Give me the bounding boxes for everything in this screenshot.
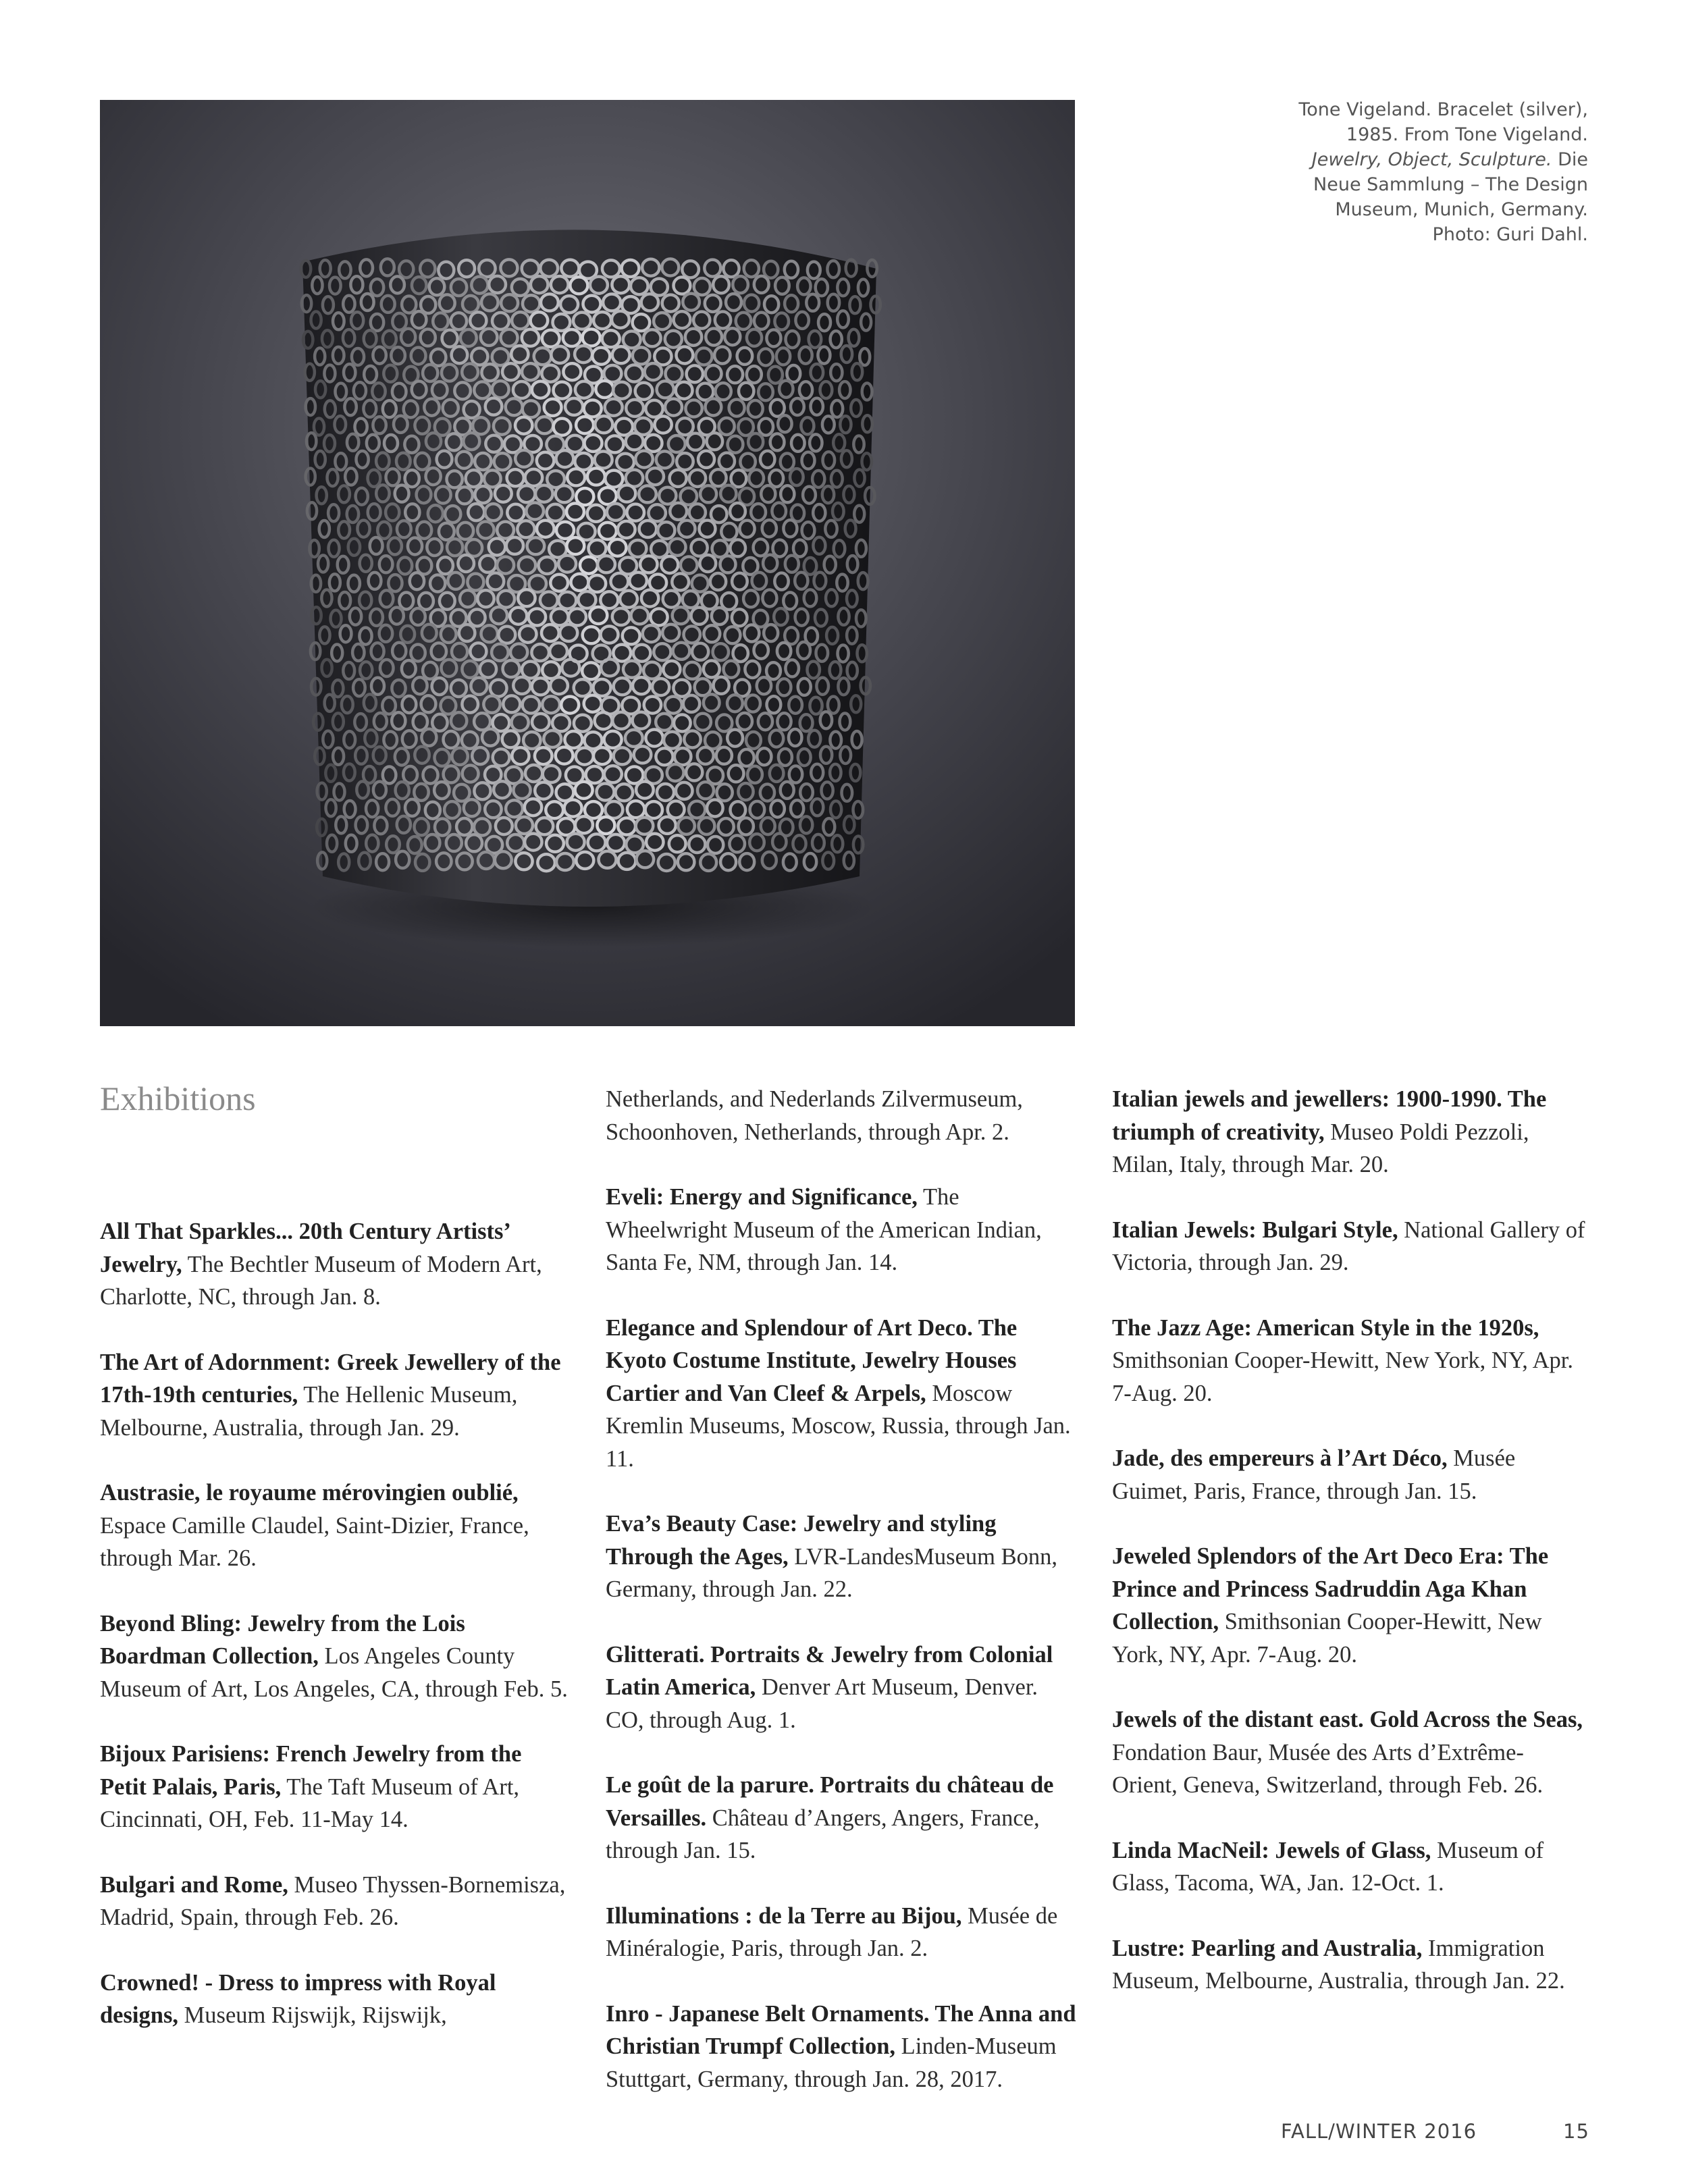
exhibition-title: Bulgari and Rome, bbox=[100, 1871, 288, 1898]
exhibition-details: Musée de Minéralogie, Paris, through Jan. 2. bbox=[606, 1902, 1058, 1961]
exhibition-details: Immigration Museum, Melbourne, Australia, through Jan. 22. bbox=[1112, 1935, 1565, 1994]
exhibition-title: Eveli: Energy and Significance, bbox=[606, 1184, 918, 1210]
exhibition-details: Smithsonian Cooper-Hewitt, New York, NY, Apr. 7-Aug. 20. bbox=[1112, 1348, 1573, 1406]
exhibition-title: Illuminations : de la Terre au Bijou, bbox=[606, 1902, 962, 1929]
exhibition-title: Eva’s Beauty Case: Jewelry and styling Through the Ages, bbox=[606, 1511, 997, 1570]
exhibition-details: Château d’Angers, Angers, France, through Jan. 15. bbox=[606, 1805, 1040, 1863]
exhibition-details: Museum of Glass, Tacoma, WA, Jan. 12-Oct. 1. bbox=[1112, 1837, 1544, 1896]
exhibition-title: Glitterati. Portraits & Jewelry from Colonial Latin America, bbox=[606, 1641, 1053, 1700]
section-title: Exhibitions bbox=[100, 1080, 256, 1117]
exhibition-title: Jeweled Splendors of the Art Deco Era: The Prince and Princess Sadruddin Aga Khan Collection, bbox=[1112, 1543, 1549, 1634]
exhibition-entry bbox=[606, 1508, 1078, 1606]
exhibition-entry bbox=[606, 1769, 1078, 1867]
exhibition-entry bbox=[100, 1967, 573, 2032]
exhibition-details: The Hellenic Museum, Melbourne, Australia, through Jan. 29. bbox=[100, 1382, 518, 1441]
exhibition-entry bbox=[1112, 1312, 1588, 1410]
exhibition-entry bbox=[1112, 1442, 1588, 1508]
photo-caption bbox=[1210, 97, 1588, 247]
exhibition-entry bbox=[1112, 1703, 1588, 1802]
caption-line: Neue Sammlung – The Design bbox=[1313, 174, 1588, 195]
exhibition-entry bbox=[1112, 1834, 1588, 1900]
bracelet-illustration bbox=[100, 100, 1075, 1026]
exhibition-title: Le goût de la parure. Portraits du château de Versailles. bbox=[606, 1772, 1054, 1831]
exhibition-entry bbox=[100, 1869, 573, 1934]
exhibition-entry bbox=[606, 1998, 1078, 2096]
exhibition-details: The Wheelwright Museum of the American Indian, Santa Fe, NM, through Jan. 14. bbox=[606, 1184, 1042, 1275]
exhibition-details: The Taft Museum of Art, Cincinnati, OH, Feb. 11-May 14. bbox=[100, 1774, 520, 1832]
exhibition-entry bbox=[1112, 1214, 1588, 1279]
caption-text: Die bbox=[1552, 149, 1588, 170]
exhibition-entry bbox=[606, 1312, 1078, 1476]
exhibition-details: Linden-Museum Stuttgart, Germany, through Jan. 28, 2017. bbox=[606, 2033, 1057, 2092]
exhibition-entry bbox=[100, 1738, 573, 1836]
exhibition-entry bbox=[100, 1476, 573, 1575]
exhibition-title: Italian jewels and jewellers: 1900-1990. The triumph of creativity, bbox=[1112, 1086, 1547, 1145]
exhibition-title: Lustre: Pearling and Australia, bbox=[1112, 1935, 1423, 1961]
page-number: 15 bbox=[1563, 2120, 1589, 2143]
exhibition-details: Smithsonian Cooper-Hewitt, New York, NY, Apr. 7-Aug. 20. bbox=[1112, 1609, 1542, 1668]
exhibition-entry bbox=[1112, 1540, 1588, 1671]
exhibition-entry bbox=[606, 1900, 1078, 1965]
exhibition-title: The Jazz Age: American Style in the 1920s, bbox=[1112, 1314, 1539, 1341]
exhibition-entry bbox=[606, 1639, 1078, 1737]
caption-line: Tone Vigeland. Bracelet (silver), bbox=[1298, 99, 1588, 120]
exhibition-details: LVR-LandesMuseum Bonn, Germany, through Jan. 22. bbox=[606, 1543, 1057, 1602]
exhibition-entry bbox=[100, 1607, 573, 1706]
exhibition-title: Linda MacNeil: Jewels of Glass, bbox=[1112, 1837, 1431, 1863]
exhibition-title: Crowned! - Dress to impress with Royal designs, bbox=[100, 1969, 496, 2028]
bracelet-photo bbox=[100, 100, 1075, 1026]
exhibitions-column-2 bbox=[606, 1083, 1078, 2128]
caption-book-title: Jewelry, Object, Sculpture. bbox=[1311, 149, 1552, 170]
exhibitions-column-1 bbox=[100, 1215, 573, 2065]
exhibition-details: The Bechtler Museum of Modern Art, Charlotte, NC, through Jan. 8. bbox=[100, 1251, 542, 1310]
exhibition-details: Fondation Baur, Musée des Arts d’Extrême-Orient, Geneva, Switzerland, through Feb. 26. bbox=[1112, 1739, 1544, 1798]
exhibition-title: Beyond Bling: Jewelry from the Lois Boardman Collection, bbox=[100, 1610, 465, 1669]
exhibition-title: Austrasie, le royaume mérovingien oublié, bbox=[100, 1480, 519, 1506]
caption-line bbox=[1210, 147, 1588, 172]
exhibition-title: Jade, des empereurs à l’Art Déco, bbox=[1112, 1445, 1448, 1471]
exhibition-details: Moscow Kremlin Museums, Moscow, Russia, through Jan. 11. bbox=[606, 1380, 1071, 1472]
caption-line: Museum, Munich, Germany. bbox=[1335, 199, 1588, 220]
exhibition-title: Bijoux Parisiens: French Jewelry from the Petit Palais, Paris, bbox=[100, 1741, 522, 1800]
exhibition-title: Elegance and Splendour of Art Deco. The Kyoto Costume Institute, Jewelry Houses Cartier and Van Cleef & Arpels, bbox=[606, 1314, 1018, 1406]
continued-entry-text: Netherlands, and Nederlands Zilvermuseum, Schoonhoven, Netherlands, through Apr. 2. bbox=[606, 1086, 1023, 1145]
exhibition-title: Inro - Japanese Belt Ornaments. The Anna and Christian Trumpf Collection, bbox=[606, 2000, 1076, 2059]
exhibition-entry bbox=[100, 1215, 573, 1314]
exhibition-details: Museo Poldi Pezzoli, Milan, Italy, through Mar. 20. bbox=[1112, 1119, 1529, 1177]
exhibition-details: Espace Camille Claudel, Saint-Dizier, France, through Mar. 26. bbox=[100, 1512, 529, 1571]
exhibition-entry bbox=[1112, 1932, 1588, 1998]
exhibition-details: Denver Art Museum, Denver. CO, through Aug. 1. bbox=[606, 1674, 1038, 1733]
exhibition-entry bbox=[606, 1181, 1078, 1279]
exhibition-title: Jewels of the distant east. Gold Across the Seas, bbox=[1112, 1707, 1583, 1732]
exhibition-details: Museo Thyssen-Bornemisza, Madrid, Spain, through Feb. 26. bbox=[100, 1871, 566, 1930]
exhibition-details: National Gallery of Victoria, through Jan. 29. bbox=[1112, 1217, 1585, 1275]
exhibition-details: Los Angeles County Museum of Art, Los Angeles, CA, through Feb. 5. bbox=[100, 1643, 568, 1702]
exhibition-details: Museum Rijswijk, Rijswijk, bbox=[178, 2002, 447, 2028]
caption-line: 1985. From Tone Vigeland. bbox=[1346, 124, 1588, 145]
issue-label: FALL/WINTER 2016 bbox=[1281, 2120, 1477, 2143]
exhibition-title: Italian Jewels: Bulgari Style, bbox=[1112, 1217, 1398, 1243]
exhibition-title: All That Sparkles... 20th Century Artists’ Jewelry, bbox=[100, 1219, 510, 1277]
exhibition-details: Musée Guimet, Paris, France, through Jan. 15. bbox=[1112, 1445, 1516, 1504]
exhibition-entry bbox=[1112, 1083, 1588, 1181]
exhibition-entry bbox=[100, 1346, 573, 1445]
caption-line: Photo: Guri Dahl. bbox=[1432, 224, 1588, 245]
exhibitions-column-3 bbox=[1112, 1083, 1588, 2030]
exhibition-title: The Art of Adornment: Greek Jewellery of the 17th-19th centuries, bbox=[100, 1349, 561, 1408]
